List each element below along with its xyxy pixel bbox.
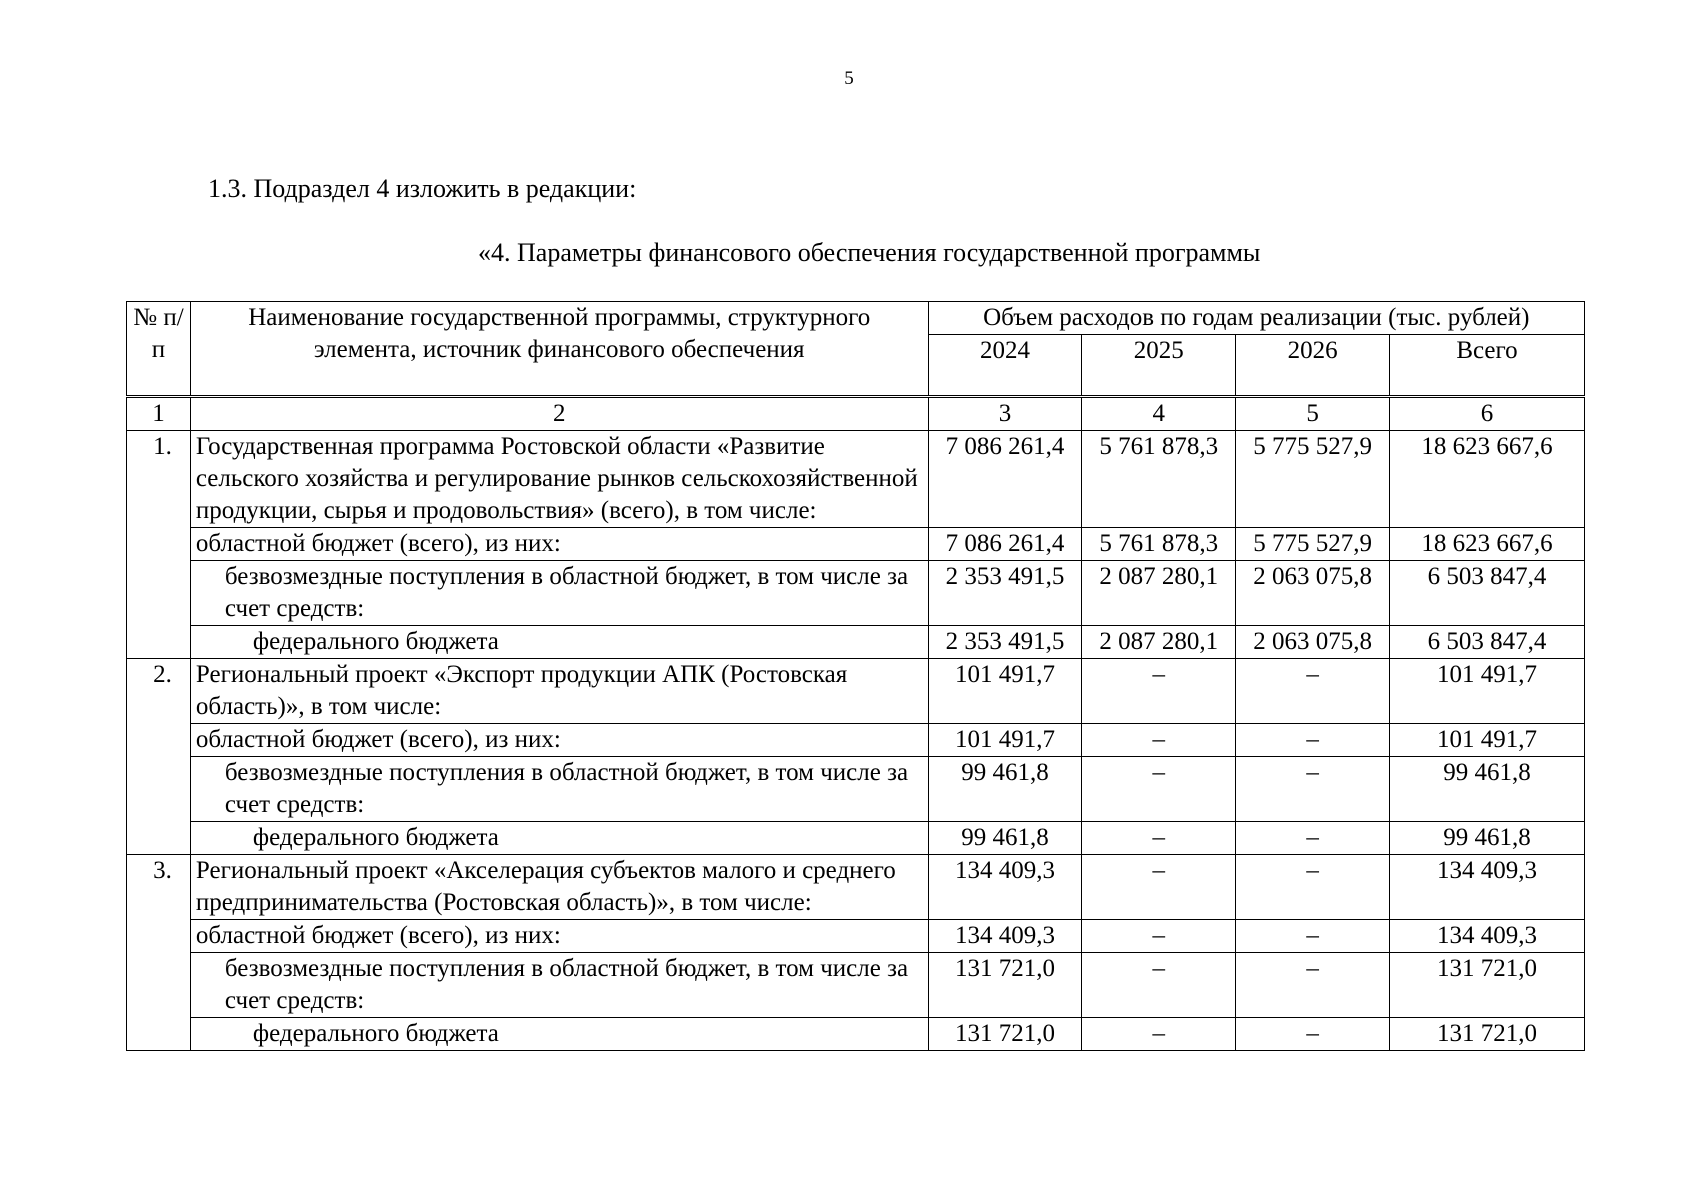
header-year-2025: 2025 <box>1082 335 1236 397</box>
table-row <box>127 528 1585 561</box>
row-name: Региональный проект «Экспорт продукции АПК (Ростовская область)», в том числе: <box>190 659 928 724</box>
value-2024: 99 461,8 <box>928 822 1082 855</box>
value-total: 6 503 847,4 <box>1390 626 1585 659</box>
row-name: областной бюджет (всего), из них: <box>190 528 928 561</box>
col-number: 6 <box>1390 397 1585 431</box>
value-2026: 5 775 527,9 <box>1236 528 1390 561</box>
value-2026: – <box>1236 855 1390 920</box>
row-index: 1. <box>127 431 191 659</box>
value-2024: 101 491,7 <box>928 659 1082 724</box>
col-number: 1 <box>127 397 191 431</box>
row-name: безвозмездные поступления в областной бюджет, в том числе за счет средств: <box>190 757 928 822</box>
table-row <box>127 431 1585 528</box>
value-2024: 2 353 491,5 <box>928 561 1082 626</box>
table-row <box>127 953 1585 1018</box>
value-2024: 99 461,8 <box>928 757 1082 822</box>
value-2026: – <box>1236 757 1390 822</box>
row-name: безвозмездные поступления в областной бюджет, в том числе за счет средств: <box>190 561 928 626</box>
row-name: областной бюджет (всего), из них: <box>190 724 928 757</box>
value-2025: – <box>1082 855 1236 920</box>
header-no: № п/п <box>127 302 191 397</box>
value-2024: 131 721,0 <box>928 1018 1082 1051</box>
value-2025: 5 761 878,3 <box>1082 431 1236 528</box>
value-total: 131 721,0 <box>1390 1018 1585 1051</box>
value-total: 101 491,7 <box>1390 659 1585 724</box>
col-number: 3 <box>928 397 1082 431</box>
value-total: 134 409,3 <box>1390 855 1585 920</box>
table-row <box>127 920 1585 953</box>
table-row <box>127 757 1585 822</box>
table-row <box>127 855 1585 920</box>
value-total: 99 461,8 <box>1390 757 1585 822</box>
value-2026: – <box>1236 953 1390 1018</box>
value-2026: – <box>1236 724 1390 757</box>
header-year-2024: 2024 <box>928 335 1082 397</box>
value-2024: 2 353 491,5 <box>928 626 1082 659</box>
value-total: 131 721,0 <box>1390 953 1585 1018</box>
value-2025: 5 761 878,3 <box>1082 528 1236 561</box>
row-name: федерального бюджета <box>190 626 928 659</box>
value-2026: – <box>1236 1018 1390 1051</box>
value-2025: – <box>1082 920 1236 953</box>
value-2024: 101 491,7 <box>928 724 1082 757</box>
financing-table <box>126 301 1585 1051</box>
table-row <box>127 626 1585 659</box>
value-total: 18 623 667,6 <box>1390 431 1585 528</box>
header-row-1 <box>127 302 1585 335</box>
value-total: 6 503 847,4 <box>1390 561 1585 626</box>
row-name: областной бюджет (всего), из них: <box>190 920 928 953</box>
value-2026: – <box>1236 822 1390 855</box>
value-total: 134 409,3 <box>1390 920 1585 953</box>
value-2025: – <box>1082 953 1236 1018</box>
value-2025: – <box>1082 757 1236 822</box>
row-name: федерального бюджета <box>190 1018 928 1051</box>
value-2024: 131 721,0 <box>928 953 1082 1018</box>
table-row <box>127 1018 1585 1051</box>
value-2025: 2 087 280,1 <box>1082 626 1236 659</box>
value-2024: 134 409,3 <box>928 855 1082 920</box>
value-2025: – <box>1082 1018 1236 1051</box>
page-number: 5 <box>844 68 854 89</box>
value-2026: – <box>1236 920 1390 953</box>
value-total: 18 623 667,6 <box>1390 528 1585 561</box>
value-2025: – <box>1082 724 1236 757</box>
table-row <box>127 822 1585 855</box>
value-2024: 7 086 261,4 <box>928 431 1082 528</box>
value-total: 101 491,7 <box>1390 724 1585 757</box>
header-year-2026: 2026 <box>1236 335 1390 397</box>
col-number: 5 <box>1236 397 1390 431</box>
value-2026: – <box>1236 659 1390 724</box>
col-number: 4 <box>1082 397 1236 431</box>
row-name: Государственная программа Ростовской области «Развитие сельского хозяйства и регулирование рынков сельскохозяйственной продукции, сырья и продовольствия» (всего), в том числе: <box>190 431 928 528</box>
table-row <box>127 724 1585 757</box>
row-name: безвозмездные поступления в областной бюджет, в том числе за счет средств: <box>190 953 928 1018</box>
col-number: 2 <box>190 397 928 431</box>
column-number-row <box>127 397 1585 431</box>
section-title: «4. Параметры финансового обеспечения государственной программы <box>478 238 1261 267</box>
value-total: 99 461,8 <box>1390 822 1585 855</box>
row-index: 2. <box>127 659 191 855</box>
header-total: Всего <box>1390 335 1585 397</box>
header-name: Наименование государственной программы, структурного элемента, источник финансового обеспечения <box>190 302 928 397</box>
value-2024: 134 409,3 <box>928 920 1082 953</box>
table-row <box>127 659 1585 724</box>
value-2026: 2 063 075,8 <box>1236 626 1390 659</box>
row-index: 3. <box>127 855 191 1051</box>
row-name: Региональный проект «Акселерация субъектов малого и среднего предпринимательства (Ростовская область)», в том числе: <box>190 855 928 920</box>
value-2026: 2 063 075,8 <box>1236 561 1390 626</box>
value-2026: 5 775 527,9 <box>1236 431 1390 528</box>
value-2024: 7 086 261,4 <box>928 528 1082 561</box>
table-row <box>127 561 1585 626</box>
value-2025: – <box>1082 659 1236 724</box>
intro-text: 1.3. Подраздел 4 изложить в редакции: <box>208 174 637 203</box>
header-volume: Объем расходов по годам реализации (тыс. рублей) <box>928 302 1584 335</box>
value-2025: – <box>1082 822 1236 855</box>
value-2025: 2 087 280,1 <box>1082 561 1236 626</box>
row-name: федерального бюджета <box>190 822 928 855</box>
